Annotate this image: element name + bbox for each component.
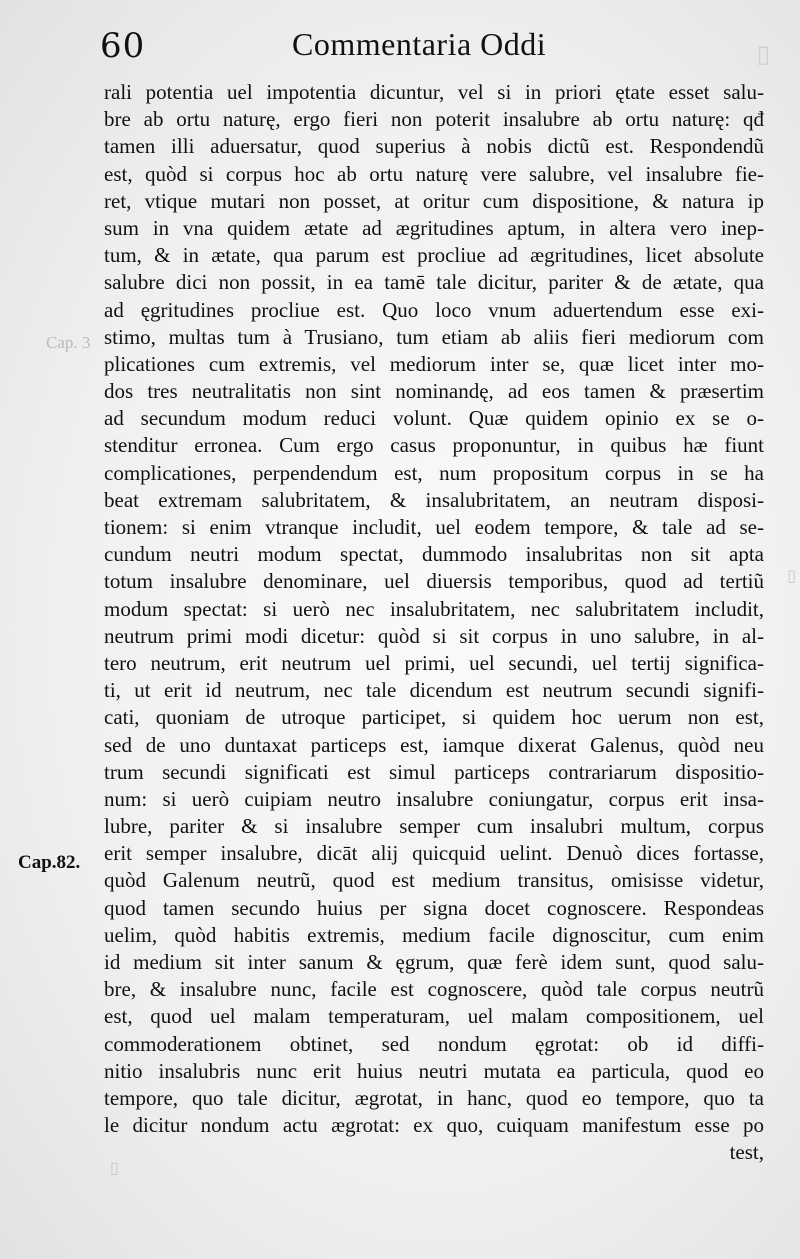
text-line: ret, vtique mutari non posset, at oritur cum dispositione, & natura ip	[104, 188, 764, 213]
text-line: cati, quoniam de utroque participet, si quidem hoc uerum non est,	[104, 705, 764, 730]
bleed-through-mark: ▯	[110, 1160, 119, 1177]
text-line: bre ab ortu naturę, ergo fieri non poterit insalubre ab ortu naturę: qđ	[104, 107, 764, 132]
text-line: sed de uno duntaxat particeps est, iamque dixerat Galenus, quòd neu	[104, 732, 764, 757]
text-line: bre, & insalubre nunc, facile est cognoscere, quòd tale corpus neutrũ	[104, 977, 764, 1002]
text-line: rali potentia uel impotentia dicuntur, vel si in priori ętate esset salu-	[104, 80, 764, 104]
catchword: test,	[729, 1140, 764, 1165]
text-line: commoderationem obtinet, sed nondum ęgrotat: ob id diffi-	[104, 1031, 764, 1056]
page-header	[100, 22, 620, 72]
text-line: modum spectat: si uerò nec insalubritatem, nec salubritatem includit,	[104, 596, 764, 621]
text-line: cundum neutri modum spectat, dummodo insalubritas non sit apta	[104, 542, 764, 567]
text-line: tempore, quo tale dicitur, ægrotat, in hanc, quod eo tempore, quo ta	[104, 1085, 764, 1110]
text-line: ad secundum modum reduci volunt. Quæ quidem opinio ex se o-	[104, 406, 764, 431]
text-line: ti, ut erit id neutrum, nec tale dicendum est neutrum secundi signifi-	[104, 678, 764, 703]
running-title: Commentaria Oddi	[292, 26, 547, 62]
text-line: lubre, pariter & si insalubre semper cum insalubri multum, corpus	[104, 814, 764, 839]
text-line: tum, & in ætate, qua parum est procliue ad ægritudines, licet absolute	[104, 243, 764, 268]
text-line: quod tamen secundo huius per signa docet cognoscere. Respondeas	[104, 895, 764, 920]
text-line: totum insalubre denominare, uel diuersis temporibus, quod ad tertiũ	[104, 569, 764, 594]
text-line: salubre dici non possit, in ea tamē tale dicitur, pariter & de ætate, qua	[104, 270, 764, 295]
text-line: beat extremam salubritatem, & insalubritatem, an neutram disposi-	[104, 487, 764, 512]
text-line: tionem: si enim vtranque includit, uel eodem tempore, & tale ad se-	[104, 515, 764, 539]
text-line: quòd Galenum neutrũ, quod est medium transitus, omisisse videtur,	[104, 868, 764, 893]
text-line: dos tres neutralitatis non sint nominandę, ad eos tamen & præsertim	[104, 379, 764, 404]
text-line: ad ęgritudines procliue est. Quo loco vnum aduertendum esse exi-	[104, 297, 764, 322]
text-line: plicationes cum extremis, vel mediorum inter se, quæ licet inter mo-	[104, 351, 764, 376]
text-line: uelim, quòd habitis extremis, medium facile dignoscitur, cum enim	[104, 922, 764, 947]
text-line: erit semper insalubre, dicāt alij quicquid uelint. Denuò dices fortasse,	[104, 841, 764, 866]
margin-note-cap-82: Cap.82.	[18, 852, 81, 873]
page-number: 60	[100, 26, 146, 66]
text-line: stenditur erronea. Cum ergo casus proponuntur, in quibus hæ fiunt	[104, 433, 764, 458]
text-line: id medium sit inter sanum & ęgrum, quæ ferè idem sunt, quod salu-	[104, 950, 764, 974]
bleed-through-mark: ▯	[787, 568, 796, 585]
text-line: neutrum primi modi dicetur: quòd si sit corpus in uno salubre, in al-	[104, 623, 764, 648]
body-text	[104, 79, 764, 1167]
text-line: le dicitur nondum actu ægrotat: ex quo, cuiquam manifestum esse po	[104, 1113, 764, 1138]
text-line: sum in vna quidem ætate ad ægritudines aptum, in altera vero inep-	[104, 215, 764, 240]
margin-note-faint: Cap. 3	[46, 333, 91, 352]
text-line: tero neutrum, erit neutrum uel primi, uel secundi, uel tertij significa-	[104, 650, 764, 675]
text-line: est, quod uel malam temperaturam, uel malam compositionem, uel	[104, 1004, 764, 1029]
text-line: complicationes, perpendendum est, num propositum corpus in se ha	[104, 460, 764, 485]
text-line: nitio insalubris nunc erit huius neutri mutata ea particula, quod eo	[104, 1058, 764, 1083]
text-line: num: si uerò cuipiam neutro insalubre coniungatur, corpus erit insa-	[104, 786, 764, 811]
bleed-through-mark: ▯	[756, 42, 770, 68]
text-line: est, quòd si corpus hoc ab ortu naturę vere salubre, vel insalubre fie-	[104, 161, 764, 186]
text-line: trum secundi significati est simul particeps contrariarum dispositio-	[104, 759, 764, 784]
text-line: tamen illi aduersatur, quod superius à nobis dictũ est. Respondendũ	[104, 134, 764, 159]
text-line: stimo, multas tum à Trusiano, tum etiam ab aliis fieri mediorum com	[104, 324, 764, 349]
